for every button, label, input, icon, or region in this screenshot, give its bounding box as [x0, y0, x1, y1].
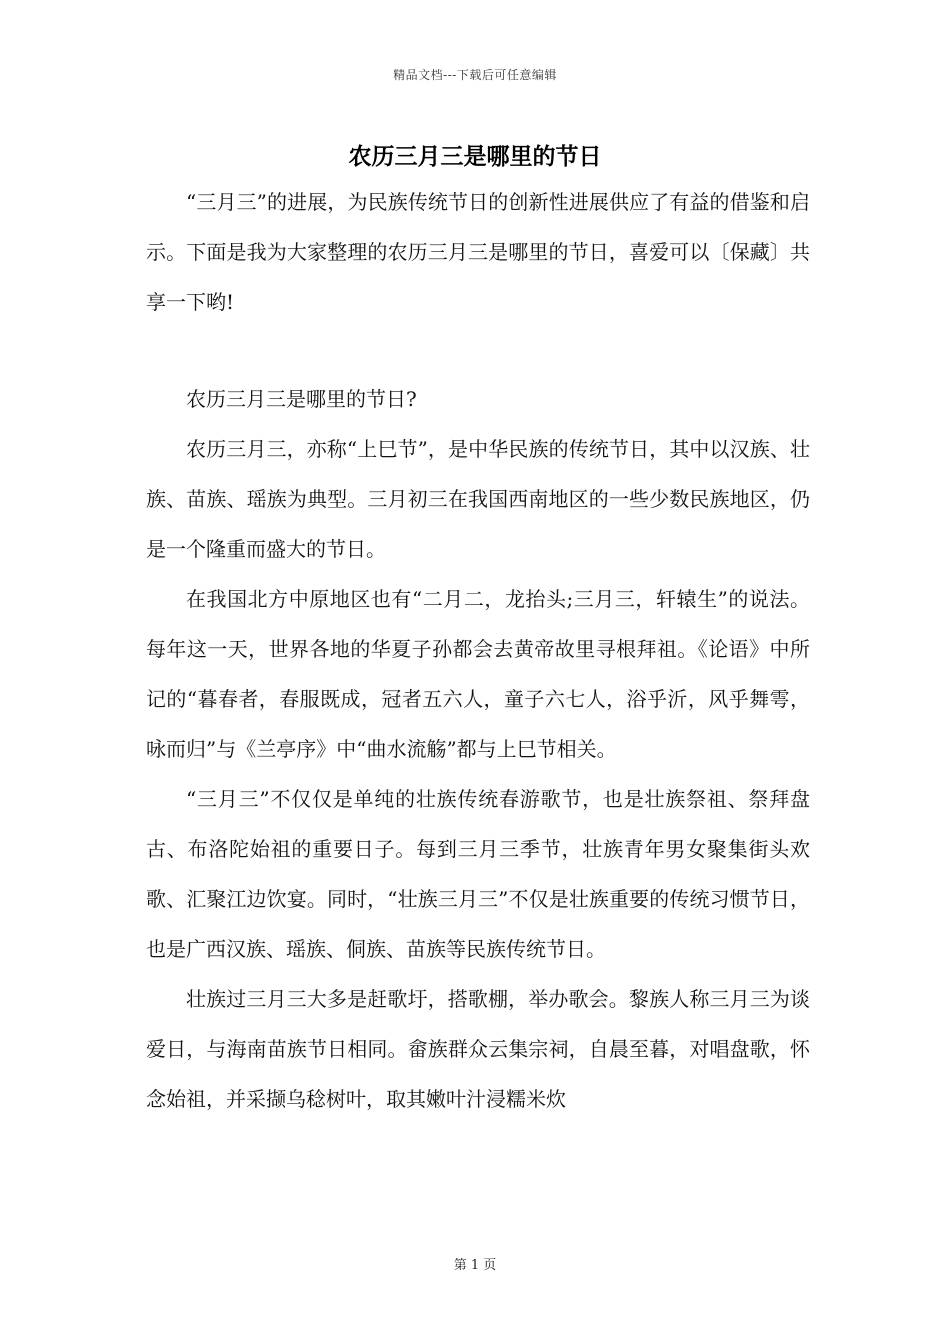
question-block — [146, 374, 810, 424]
body-paragraph: 农历三月三，亦称“上巳节”，是中华民族的传统节日，其中以汉族、壮族、苗族、瑶族为典型。三月初三在我国西南地区的一些少数民族地区，仍是一个隆重而盛大的节日。 — [146, 437, 810, 561]
page-number: 第 1 页 — [453, 1258, 497, 1273]
intro-block — [146, 177, 810, 327]
header-note: 精品文档---下载后可任意编辑 — [393, 68, 557, 82]
document-title: 农历三月三是哪里的节日 — [348, 143, 602, 170]
article-body — [146, 424, 810, 1124]
question-heading: 农历三月三是哪里的节日? — [186, 387, 417, 411]
intro-paragraph: “三月三”的进展，为民族传统节日的创新性进展供应了有益的借鉴和启示。下面是我为大家整理的农历三月三是哪里的节日，喜爱可以〔保藏〕共享一下哟! — [146, 190, 810, 314]
body-paragraph: 在我国北方中原地区也有“二月二，龙抬头;三月三，轩辕生”的说法。每年这一天，世界各地的华夏子孙都会去黄帝故里寻根拜祖。《论语》中所记的“暮春者，春服既成，冠者五六人，童子六七人，浴乎沂，风乎舞雩，咏而归”与《兰亭序》中“曲水流觞”都与上巳节相关。 — [146, 587, 810, 761]
body-paragraph: 壮族过三月三大多是赶歌圩，搭歌棚，举办歌会。黎族人称三月三为谈爱日，与海南苗族节日相同。畲族群众云集宗祠，自晨至暮，对唱盘歌，怀念始祖，并采撷乌稔树叶，取其嫩叶汁浸糯米炊 — [146, 987, 810, 1111]
body-paragraph: “三月三”不仅仅是单纯的壮族传统春游歌节，也是壮族祭祖、祭拜盘古、布洛陀始祖的重要日子。每到三月三季节，壮族青年男女聚集街头欢歌、汇聚江边饮宴。同时，“壮族三月三”不仅是壮族重要的传统习惯节日，也是广西汉族、瑶族、侗族、苗族等民族传统节日。 — [146, 787, 810, 961]
